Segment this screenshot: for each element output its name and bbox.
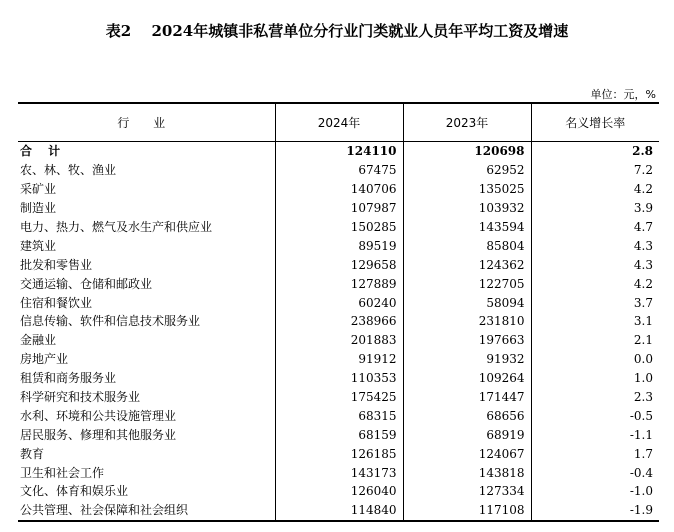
industry-cell: 房地产业 (20, 352, 69, 367)
value-2023-cell: 109264 (403, 369, 531, 388)
industry-cell: 制造业 (20, 201, 57, 216)
growth-cell: -0.5 (531, 406, 659, 425)
table-row (18, 406, 659, 425)
table-row (18, 312, 659, 331)
value-2023-cell: 117108 (403, 501, 531, 521)
growth-cell: 4.2 (531, 274, 659, 293)
value-2023-cell: 103932 (403, 199, 531, 218)
value-2024-cell: 127889 (275, 274, 403, 293)
growth-cell: -1.0 (531, 482, 659, 501)
header-growth: 名义增长率 (531, 103, 659, 142)
value-2024-cell: 68159 (275, 425, 403, 444)
industry-cell: 电力、热力、燃气及水生产和供应业 (20, 220, 213, 234)
table-row (18, 501, 659, 521)
value-2023-cell: 122705 (403, 274, 531, 293)
growth-cell: 4.2 (531, 180, 659, 199)
growth-cell: 2.8 (531, 142, 659, 161)
value-2023-cell: 85804 (403, 236, 531, 255)
value-2024-cell: 201883 (275, 331, 403, 350)
value-2023-cell: 171447 (403, 388, 531, 407)
growth-cell: 3.7 (531, 293, 659, 312)
header-2024: 2024年 (275, 103, 403, 142)
value-2024-cell: 140706 (275, 180, 403, 199)
value-2023-cell: 68919 (403, 425, 531, 444)
value-2024-cell: 60240 (275, 293, 403, 312)
table-row (18, 180, 659, 199)
table-row (18, 463, 659, 482)
industry-cell: 金融业 (20, 333, 57, 348)
wage-table (18, 102, 659, 522)
growth-cell: 1.0 (531, 369, 659, 388)
table-row (18, 350, 659, 369)
header-row (18, 103, 659, 142)
growth-cell: -1.1 (531, 425, 659, 444)
table-row (18, 218, 659, 237)
table-row (18, 369, 659, 388)
header-industry: 行 业 (18, 103, 275, 142)
value-2024-cell: 107987 (275, 199, 403, 218)
value-2024-cell: 89519 (275, 236, 403, 255)
growth-cell: 0.0 (531, 350, 659, 369)
table-row (18, 161, 659, 180)
value-2024-cell: 114840 (275, 501, 403, 521)
industry-cell: 农、林、牧、渔业 (20, 163, 117, 178)
table-row (18, 255, 659, 274)
table-title: 表2 2024年城镇非私营单位分行业门类就业人员年平均工资及增速 (105, 22, 569, 40)
industry-cell: 批发和零售业 (20, 257, 93, 272)
value-2024-cell: 124110 (275, 142, 403, 161)
industry-cell: 合 计 (20, 144, 67, 159)
table-row (18, 388, 659, 407)
value-2024-cell: 129658 (275, 255, 403, 274)
value-2024-cell: 126185 (275, 444, 403, 463)
value-2023-cell: 135025 (403, 180, 531, 199)
table-row (18, 444, 659, 463)
table-row (18, 425, 659, 444)
table-row (18, 482, 659, 501)
value-2024-cell: 67475 (275, 161, 403, 180)
table-row (18, 236, 659, 255)
value-2024-cell: 150285 (275, 218, 403, 237)
industry-cell: 居民服务、修理和其他服务业 (20, 427, 177, 442)
growth-cell: -1.9 (531, 501, 659, 521)
growth-cell: 3.9 (531, 199, 659, 218)
industry-cell: 文化、体育和娱乐业 (20, 484, 129, 499)
value-2023-cell: 124067 (403, 444, 531, 463)
industry-cell: 信息传输、软件和信息技术服务业 (20, 314, 201, 329)
table-row (18, 293, 659, 312)
table-row (18, 199, 659, 218)
growth-cell: -0.4 (531, 463, 659, 482)
value-2023-cell: 68656 (403, 406, 531, 425)
value-2023-cell: 197663 (403, 331, 531, 350)
header-2023: 2023年 (403, 103, 531, 142)
industry-cell: 水利、环境和公共设施管理业 (20, 408, 177, 423)
table-row (18, 331, 659, 350)
value-2023-cell: 120698 (403, 142, 531, 161)
industry-cell: 教育 (20, 446, 45, 461)
growth-cell: 1.7 (531, 444, 659, 463)
growth-cell: 4.3 (531, 255, 659, 274)
growth-cell: 7.2 (531, 161, 659, 180)
growth-cell: 4.7 (531, 218, 659, 237)
industry-cell: 卫生和社会工作 (20, 465, 105, 480)
value-2024-cell: 68315 (275, 406, 403, 425)
value-2023-cell: 62952 (403, 161, 531, 180)
value-2024-cell: 238966 (275, 312, 403, 331)
value-2023-cell: 143818 (403, 463, 531, 482)
value-2023-cell: 58094 (403, 293, 531, 312)
growth-cell: 2.3 (531, 388, 659, 407)
total-row (18, 142, 659, 161)
value-2024-cell: 91912 (275, 350, 403, 369)
value-2023-cell: 127334 (403, 482, 531, 501)
industry-cell: 住宿和餐饮业 (20, 295, 93, 310)
industry-cell: 交通运输、仓储和邮政业 (20, 276, 153, 291)
industry-cell: 公共管理、社会保障和社会组织 (18, 501, 275, 521)
value-2023-cell: 231810 (403, 312, 531, 331)
value-2023-cell: 143594 (403, 218, 531, 237)
value-2024-cell: 175425 (275, 388, 403, 407)
industry-cell: 科学研究和技术服务业 (20, 390, 141, 405)
industry-cell: 建筑业 (20, 238, 57, 253)
value-2024-cell: 143173 (275, 463, 403, 482)
table-row (18, 274, 659, 293)
unit-note: 单位：元，% (590, 88, 656, 101)
industry-cell: 租赁和商务服务业 (20, 371, 117, 386)
industry-cell: 采矿业 (20, 182, 57, 197)
value-2023-cell: 124362 (403, 255, 531, 274)
value-2024-cell: 110353 (275, 369, 403, 388)
growth-cell: 2.1 (531, 331, 659, 350)
growth-cell: 3.1 (531, 312, 659, 331)
value-2023-cell: 91932 (403, 350, 531, 369)
growth-cell: 4.3 (531, 236, 659, 255)
value-2024-cell: 126040 (275, 482, 403, 501)
